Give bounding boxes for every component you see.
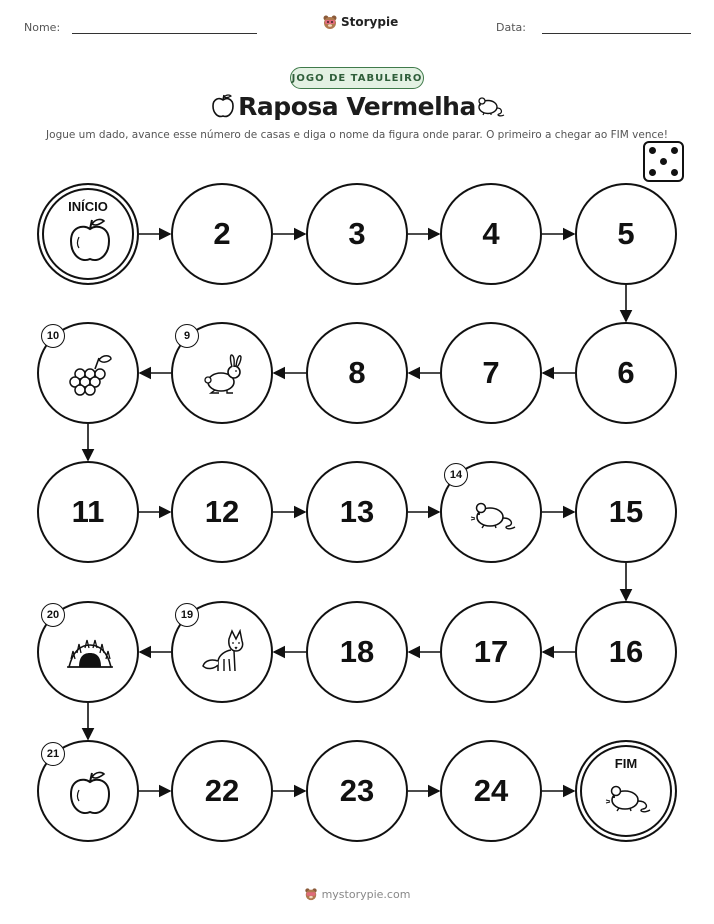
- instructions: Jogue um dado, avance esse número de casas e diga o nome da figura onde parar. O primeiro a chegar ao FIM vence!: [46, 129, 668, 141]
- board-space-22: [171, 740, 273, 842]
- space-number: 16: [608, 634, 644, 669]
- date-label: Data:: [496, 21, 526, 34]
- board-space-18: [306, 601, 408, 703]
- board-space-7: [440, 322, 542, 424]
- space-number: 5: [617, 216, 635, 251]
- grapes-icon: [65, 350, 115, 400]
- end-space: [575, 740, 677, 842]
- burrow-icon: [65, 629, 115, 679]
- name-label: Nome:: [24, 21, 61, 34]
- footer-url[interactable]: mystorypie.com: [321, 887, 411, 901]
- space-number: 6: [617, 355, 635, 390]
- space-number: 18: [339, 634, 375, 669]
- bear-logo-icon: [304, 887, 318, 901]
- space-number: 23: [339, 773, 375, 808]
- start-space: [37, 183, 139, 285]
- space-number-badge: 10: [41, 324, 65, 348]
- space-number: 2: [213, 216, 231, 251]
- footer: [0, 887, 714, 901]
- board-space-24: [440, 740, 542, 842]
- board-space-17: [440, 601, 542, 703]
- board-space-15: [575, 461, 677, 563]
- mouse-icon: [468, 489, 518, 539]
- board-space-6: [575, 322, 677, 424]
- space-number: 8: [348, 355, 366, 390]
- space-number-badge: 19: [175, 603, 199, 627]
- space-number-badge: 21: [41, 742, 65, 766]
- start-label: INÍCIO: [68, 199, 108, 214]
- space-number: 22: [204, 773, 240, 808]
- space-number: 12: [204, 494, 240, 529]
- space-number: 15: [608, 494, 644, 529]
- apple-icon: [65, 768, 115, 818]
- game-type-badge: JOGO DE TABULEIRO: [290, 67, 424, 89]
- board-space-11: [37, 461, 139, 563]
- board-space-23: [306, 740, 408, 842]
- fox-icon: [199, 629, 249, 679]
- board-space-3: [306, 183, 408, 285]
- space-number: 3: [348, 216, 366, 251]
- board-space-12: [171, 461, 273, 563]
- board-space-2: [171, 183, 273, 285]
- brand-name: Storypie: [341, 15, 399, 29]
- board-space-4: [440, 183, 542, 285]
- end-label: FIM: [614, 756, 638, 771]
- page-title: Raposa Vermelha: [238, 92, 476, 121]
- board-space-13: [306, 461, 408, 563]
- apple-icon: [65, 215, 115, 265]
- board-space-5: [575, 183, 677, 285]
- space-number: 11: [71, 494, 105, 529]
- space-number: 17: [473, 634, 509, 669]
- space-number: 4: [482, 216, 500, 251]
- space-number-badge: 14: [444, 463, 468, 487]
- mouse-icon: [603, 772, 653, 822]
- space-number-badge: 20: [41, 603, 65, 627]
- space-number: 13: [339, 494, 375, 529]
- board-space-8: [306, 322, 408, 424]
- space-number: 24: [473, 773, 509, 808]
- board-space-16: [575, 601, 677, 703]
- space-number-badge: 9: [175, 324, 199, 348]
- rabbit-icon: [199, 350, 249, 400]
- space-number: 7: [482, 355, 500, 390]
